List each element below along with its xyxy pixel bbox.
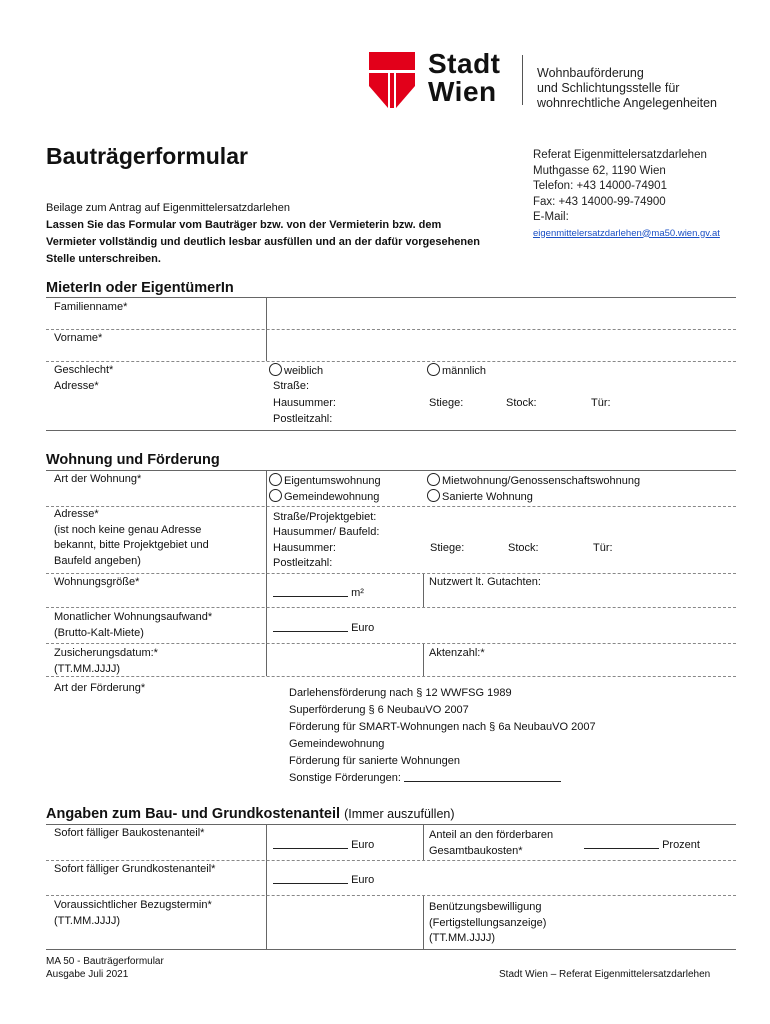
vorname-field[interactable] bbox=[268, 330, 734, 360]
radio-gemeinde[interactable] bbox=[269, 489, 379, 506]
label-postleitzahl: Postleitzahl: bbox=[273, 557, 333, 569]
benuetzung-line-3: (TT.MM.JJJJ) bbox=[429, 932, 495, 944]
radio-circle-icon[interactable] bbox=[427, 473, 440, 486]
contact-line-1: Referat Eigenmittelersatzdarlehen bbox=[533, 149, 707, 161]
foerderung-option[interactable]: Förderung für sanierte Wohnungen bbox=[289, 755, 461, 767]
divider bbox=[46, 643, 736, 644]
label-tuer: Tür: bbox=[593, 542, 613, 554]
intro-line-1: Beilage zum Antrag auf Eigenmittelersatzdarlehen bbox=[46, 202, 290, 214]
dept-line-2: und Schlichtungsstelle für bbox=[537, 81, 680, 95]
label-baukosten: Sofort fälliger Baukostenanteil* bbox=[54, 827, 205, 839]
label-familienname: Familienname* bbox=[54, 301, 128, 313]
label-grundkosten: Sofort fälliger Grundkostenanteil* bbox=[54, 863, 216, 875]
foerderung-option[interactable]: Gemeindewohnung bbox=[289, 738, 385, 750]
wohnungsgroesse-field[interactable] bbox=[273, 586, 364, 602]
blank-line[interactable] bbox=[404, 781, 561, 782]
unit-euro: Euro bbox=[351, 874, 375, 886]
blank-line[interactable] bbox=[273, 631, 348, 632]
aufwand-line-2: (Brutto-Kalt-Miete) bbox=[54, 626, 144, 639]
aufwand-field[interactable] bbox=[273, 621, 374, 637]
column-divider bbox=[423, 824, 424, 860]
label-benuetzung bbox=[429, 900, 546, 947]
section3-title: Angaben zum Bau- und Grundkostenanteil bbox=[46, 806, 341, 822]
logo-wordmark bbox=[428, 50, 501, 106]
radio-eigentum-label: Eigentumswohnung bbox=[284, 475, 381, 487]
sonstige-label: Sonstige Förderungen: bbox=[289, 772, 401, 784]
department-name bbox=[537, 66, 717, 111]
bezug-line-2: (TT.MM.JJJJ) bbox=[54, 914, 120, 927]
label-stock: Stock: bbox=[508, 542, 539, 554]
divider bbox=[46, 895, 736, 896]
intro-text bbox=[46, 200, 516, 268]
label-stiege: Stiege: bbox=[429, 397, 464, 409]
label-stock: Stock: bbox=[506, 397, 537, 409]
radio-circle-icon[interactable] bbox=[269, 473, 282, 486]
label-bezugstermin bbox=[54, 898, 212, 929]
zusicherung-line-1: Zusicherungsdatum:* bbox=[54, 647, 158, 659]
intro-line-3: Vermieter vollständig und deutlich lesbar ausfüllen und an der dafür vorgesehenen bbox=[46, 236, 480, 248]
blank-line[interactable] bbox=[273, 596, 348, 597]
section3-note: (Immer auszufüllen) bbox=[344, 807, 455, 821]
divider bbox=[46, 607, 736, 608]
footer-edition: Ausgabe Juli 2021 bbox=[46, 969, 129, 980]
foerderung-option-sonstige[interactable] bbox=[289, 770, 596, 787]
adresse-line-4: Baufeld angeben) bbox=[54, 554, 141, 567]
stadt-wien-logo-icon bbox=[369, 52, 415, 108]
bezug-line-1: Voraussichtlicher Bezugstermin* bbox=[54, 899, 212, 911]
footer-left bbox=[46, 955, 164, 981]
label-nutzwert: Nutzwert lt. Gutachten: bbox=[429, 576, 541, 588]
contact-line-2: Muthgasse 62, 1190 Wien bbox=[533, 164, 666, 177]
benuetzung-line-1: Benützungsbewilligung bbox=[429, 901, 542, 913]
radio-saniert[interactable] bbox=[427, 489, 533, 506]
benuetzung-line-2: (Fertigstellungsanzeige) bbox=[429, 916, 547, 929]
anteil-field[interactable] bbox=[584, 838, 700, 854]
logo-word-stadt: Stadt bbox=[428, 48, 501, 79]
anteil-line-1: Anteil an den förderbaren bbox=[429, 829, 554, 841]
label-postleitzahl: Postleitzahl: bbox=[273, 413, 333, 425]
label-adresse: Adresse* bbox=[54, 380, 99, 392]
grundkosten-field[interactable] bbox=[273, 873, 374, 889]
radio-weiblich-label: weiblich bbox=[284, 365, 324, 377]
adresse-line-2: (ist noch keine genau Adresse bbox=[54, 523, 202, 536]
footer-right: Stadt Wien – Referat Eigenmittelersatzdarlehen bbox=[499, 969, 711, 980]
intro-line-4: Stelle unterschreiben. bbox=[46, 253, 161, 265]
blank-line[interactable] bbox=[584, 848, 659, 849]
zusicherung-line-2: (TT.MM.JJJJ) bbox=[54, 662, 120, 675]
logo-divider bbox=[522, 55, 523, 105]
unit-euro: Euro bbox=[351, 622, 375, 634]
divider bbox=[46, 860, 736, 861]
label-strasse: Straße: bbox=[273, 380, 310, 392]
contact-line-3: Telefon: +43 14000-74901 bbox=[533, 180, 667, 192]
label-adresse-wohnung bbox=[54, 507, 209, 569]
divider bbox=[46, 470, 736, 471]
footer-form-name: MA 50 - Bauträgerformular bbox=[46, 956, 164, 967]
column-divider bbox=[266, 824, 267, 949]
label-vorname: Vorname* bbox=[54, 332, 103, 344]
foerderung-list bbox=[289, 685, 596, 787]
page-title: Bauträgerformular bbox=[46, 143, 248, 169]
radio-miet[interactable] bbox=[427, 473, 640, 490]
adresse-line-3: bekannt, bitte Projektgebiet und bbox=[54, 539, 209, 551]
blank-line[interactable] bbox=[273, 848, 348, 849]
label-haus-baufeld: Hausummer/ Baufeld: bbox=[273, 526, 380, 538]
section-title-mieterin: MieterIn oder EigentümerIn bbox=[46, 280, 234, 296]
section-title-wohnung: Wohnung und Förderung bbox=[46, 452, 220, 468]
radio-circle-icon[interactable] bbox=[427, 363, 440, 376]
label-art-foerderung: Art der Förderung* bbox=[54, 682, 146, 694]
divider bbox=[46, 676, 736, 677]
unit-euro: Euro bbox=[351, 839, 375, 851]
familienname-field[interactable] bbox=[268, 298, 734, 328]
blank-line[interactable] bbox=[273, 883, 348, 884]
label-aktenzahl: Aktenzahl:* bbox=[429, 647, 485, 659]
label-aufwand bbox=[54, 610, 212, 641]
label-tuer: Tür: bbox=[591, 397, 611, 409]
radio-gemeinde-label: Gemeindewohnung bbox=[284, 491, 380, 503]
label-anteil bbox=[429, 828, 553, 859]
unit-prozent: Prozent bbox=[662, 839, 700, 851]
radio-saniert-label: Sanierte Wohnung bbox=[442, 491, 533, 503]
contact-line-5: E-Mail: bbox=[533, 211, 569, 223]
radio-circle-icon[interactable] bbox=[269, 489, 282, 502]
divider bbox=[46, 949, 736, 950]
label-hausnummer: Hausummer: bbox=[273, 542, 336, 554]
aufwand-line-1: Monatlicher Wohnungsaufwand* bbox=[54, 611, 213, 623]
label-wohnungsgroesse: Wohnungsgröße* bbox=[54, 576, 140, 588]
email-link[interactable]: eigenmittelersatzdarlehen@ma50.wien.gv.at bbox=[533, 227, 720, 239]
foerderung-option[interactable]: Darlehensförderung nach § 12 WWFSG 1989 bbox=[289, 687, 512, 699]
radio-maennlich[interactable] bbox=[427, 363, 486, 380]
divider bbox=[46, 430, 736, 431]
label-geschlecht: Geschlecht* bbox=[54, 364, 114, 376]
contact-line-4: Fax: +43 14000-99-74900 bbox=[533, 195, 666, 208]
foerderung-option[interactable]: Förderung für SMART-Wohnungen nach § 6a NeubauVO 2007 bbox=[289, 721, 596, 733]
logo-word-wien: Wien bbox=[428, 76, 497, 107]
label-zusicherung bbox=[54, 646, 158, 677]
dept-line-3: wohnrechtliche Angelegenheiten bbox=[537, 96, 717, 110]
dept-line-1: Wohnbauförderung bbox=[537, 66, 644, 80]
contact-block bbox=[533, 148, 720, 241]
divider bbox=[46, 361, 736, 362]
column-divider bbox=[423, 895, 424, 949]
unit-m2: m² bbox=[351, 587, 364, 599]
divider bbox=[46, 824, 736, 825]
adresse-line-1: Adresse* bbox=[54, 508, 99, 520]
radio-miet-label: Mietwohnung/Genossenschaftswohnung bbox=[442, 475, 641, 487]
radio-circle-icon[interactable] bbox=[427, 489, 440, 502]
section-title-baukosten bbox=[46, 806, 455, 822]
anteil-line-2: Gesamtbaukosten* bbox=[429, 844, 523, 857]
radio-circle-icon[interactable] bbox=[269, 363, 282, 376]
label-stiege: Stiege: bbox=[430, 542, 465, 554]
label-strasse-projekt: Straße/Projektgebiet: bbox=[273, 511, 377, 523]
label-art-wohnung: Art der Wohnung* bbox=[54, 473, 142, 485]
divider bbox=[46, 573, 736, 574]
label-hausnummer: Hausummer: bbox=[273, 397, 336, 409]
column-divider bbox=[423, 573, 424, 607]
radio-maennlich-label: männlich bbox=[442, 365, 487, 377]
radio-weiblich[interactable] bbox=[269, 363, 323, 380]
radio-eigentum[interactable] bbox=[269, 473, 381, 490]
column-divider bbox=[423, 643, 424, 676]
baukosten-field[interactable] bbox=[273, 838, 374, 854]
foerderung-option[interactable]: Superförderung § 6 NeubauVO 2007 bbox=[289, 704, 469, 716]
intro-line-2: Lassen Sie das Formular vom Bauträger bzw. von der Vermieterin bzw. dem bbox=[46, 219, 442, 231]
